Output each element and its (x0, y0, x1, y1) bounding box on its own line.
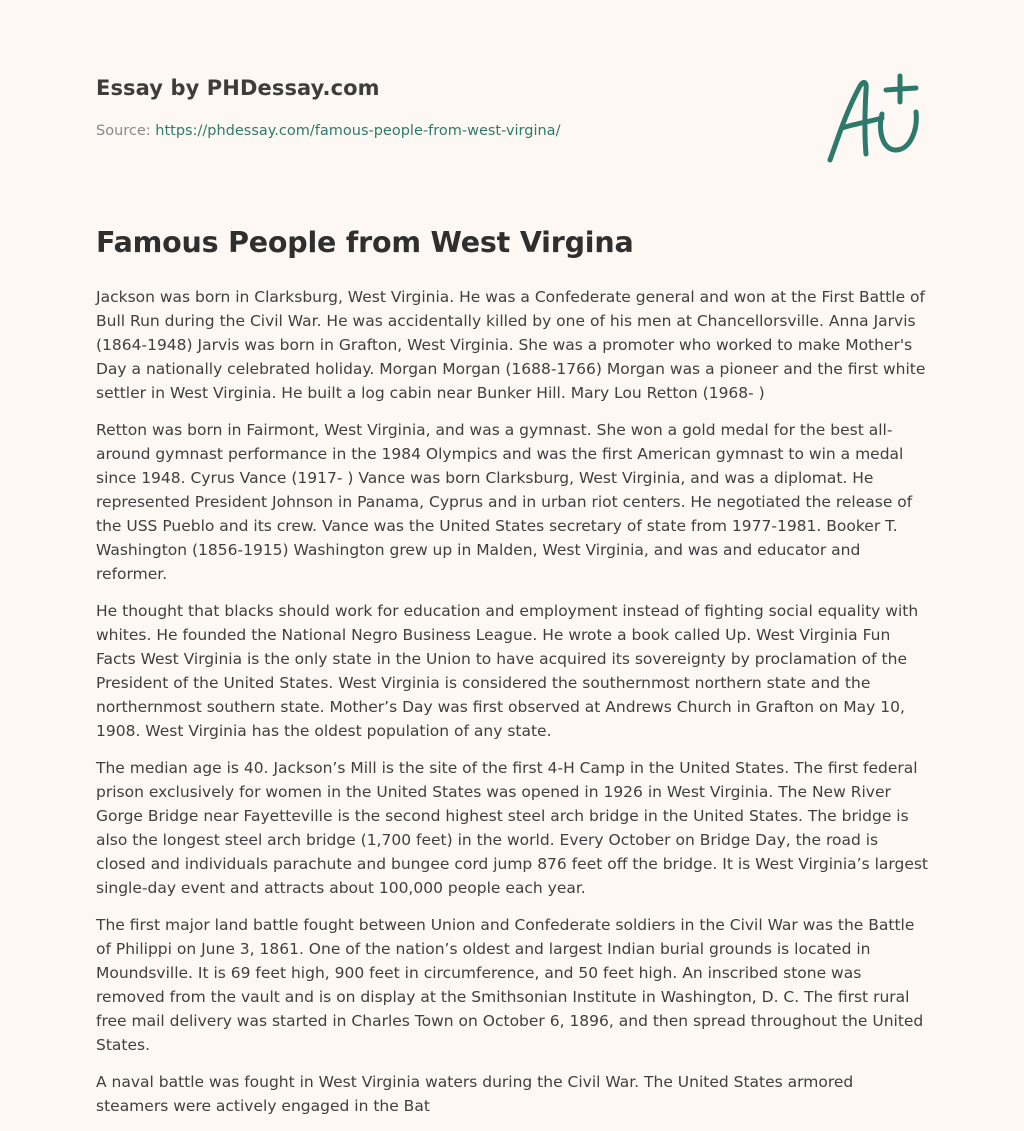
article-paragraph: Jackson was born in Clarksburg, West Virginia. He was a Confederate general and won at the First Battle of Bull Run during the Civil War. He was accidentally killed by one of his men at Chancellorsville. Anna Jarvis (1864-1948) Jarvis was born in Grafton, West Virginia. She was a promoter who worked to make Mother's Day a nationally celebrated holiday. Morgan Morgan (1688-1766) Morgan was a pioneer and the first white settler in West Virginia. He built a log cabin near Bunker Hill. Mary Lou Retton (1968- ) (96, 288, 926, 402)
article-paragraph: The median age is 40. Jackson’s Mill is the site of the first 4-H Camp in the United States. The first federal prison exclusively for women in the United States was opened in 1926 in West Virginia. The New River Gorge Bridge near Fayetteville is the second highest steel arch bridge in the United States. The bridge is also the longest steel arch bridge (1,700 feet) in the world. Every October on Bridge Day, the road is closed and individuals parachute and bungee cord jump 876 feet off the bridge. It is West Virginia’s largest single-day event and attracts about 100,000 people each year. (96, 759, 929, 897)
article-paragraph: The first major land battle fought between Union and Confederate soldiers in the Civil War was the Battle of Philippi on June 3, 1861. One of the nation’s oldest and largest Indian burial grounds is located in Moundsville. It is 69 feet high, 900 feet in circumference, and 50 feet high. An inscribed stone was removed from the vault and is on display at the Smithsonian Institute in Washington, D. C. The first rural free mail delivery was started in Charles Town on October 6, 1896, and then spread throughout the United States. (96, 916, 924, 1054)
article-title: Famous People from West Virgina (96, 226, 634, 259)
a-plus-logo-icon (820, 68, 930, 168)
article-body (96, 285, 928, 1131)
article-paragraph: Retton was born in Fairmont, West Virginia, and was a gymnast. She won a gold medal for the best all-around gymnast performance in the 1984 Olympics and was the first American gymnast to win a medal since 1948. Cyrus Vance (1917- ) Vance was born Clarksburg, West Virginia, and was a diplomat. He represented President Johnson in Panama, Cyprus and in urban riot centers. He negotiated the release of the USS Pueblo and its crew. Vance was the United States secretary of state from 1977-1981. Booker T. Washington (1856-1915) Washington grew up in Malden, West Virginia, and was and educator and reformer. (96, 421, 913, 583)
site-brand: Essay by PHDessay.com (96, 76, 380, 100)
source-link[interactable]: https://phdessay.com/famous-people-from-west-virgina/ (155, 123, 561, 139)
source-line (96, 123, 560, 139)
source-label: Source: (96, 123, 151, 139)
page-header (96, 76, 928, 139)
article-paragraph: He thought that blacks should work for education and employment instead of fighting social equality with whites. He founded the National Negro Business League. He wrote a book called Up. West Virginia Fun Facts West Virginia is the only state in the Union to have acquired its sovereignty by proclamation of the President of the United States. West Virginia is considered the southernmost northern state and the northernmost southern state. Mother’s Day was first observed at Andrews Church in Grafton on May 10, 1908. West Virginia has the oldest population of any state. (96, 602, 919, 740)
article-paragraph: A naval battle was fought in West Virginia waters during the Civil War. The United States armored steamers were actively engaged in the Bat (96, 1073, 854, 1115)
